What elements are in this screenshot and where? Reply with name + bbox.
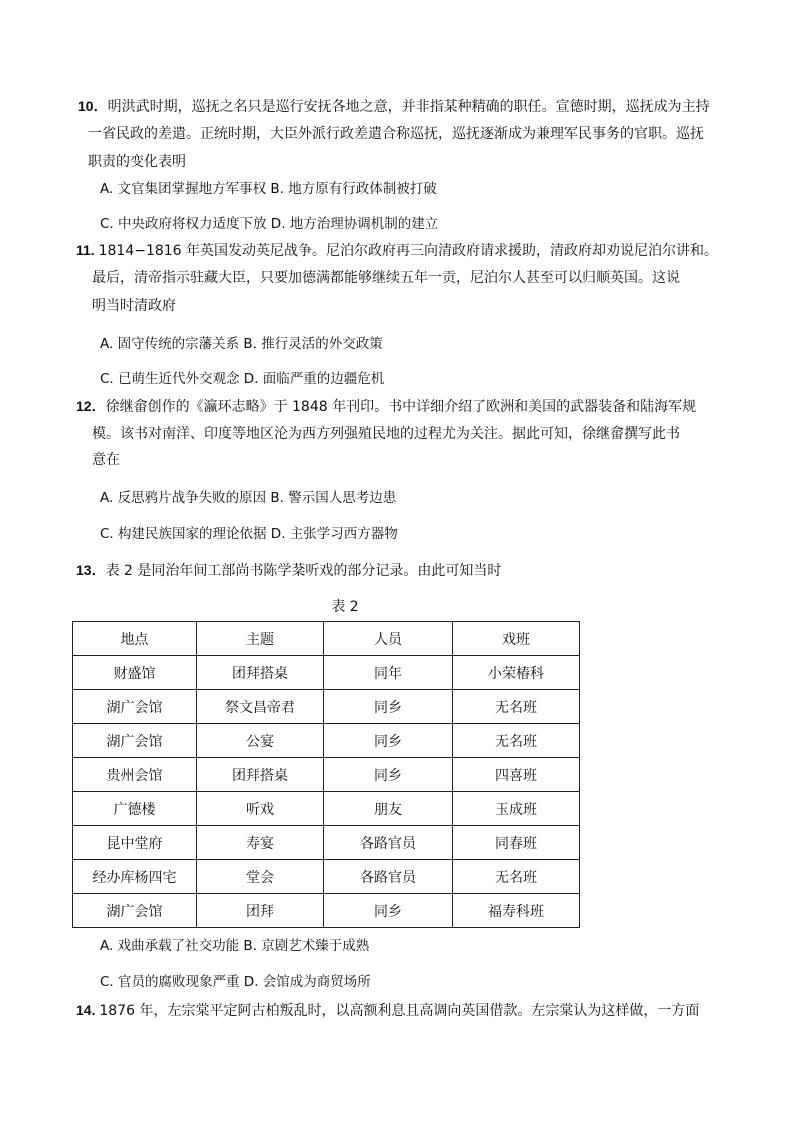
- table-row: [73, 690, 580, 724]
- table-cell: 寿宴: [197, 826, 324, 860]
- table-cell: 湖广会馆: [73, 690, 197, 724]
- q13-line-1: [76, 560, 501, 581]
- table-cell: 无名班: [453, 860, 580, 894]
- table-cell: 团拜搭桌: [197, 656, 324, 690]
- q12-number: 12．: [76, 398, 106, 414]
- q11-number: 11.: [76, 242, 99, 258]
- q10-stem-1: 明洪武时期，巡抚之名只是巡行安抚各地之意，并非指某种精确的职任。宣德时期，巡抚成为主持: [107, 99, 710, 115]
- table-cell: 团拜: [197, 894, 324, 928]
- table-header-row: [73, 622, 580, 656]
- q11-stem-2: 最后，清帝指示驻藏大臣，只要加德满都能够继续五年一贡，尼泊尔人甚至可以归顺英国。这说: [92, 270, 680, 286]
- table-cell: 朋友: [324, 792, 453, 826]
- q11-option-ab: A. 固守传统的宗藩关系 B. 推行灵活的外交政策: [100, 336, 383, 352]
- table-cell: 各路官员: [324, 860, 453, 894]
- q12-option-ab: A. 反思鸦片战争失败的原因 B. 警示国人思考边患: [100, 490, 397, 506]
- q13-option-cd: C. 官员的腐败现象严重 D. 会馆成为商贸场所: [100, 974, 371, 990]
- table-row: [73, 758, 580, 792]
- header-cell-theme: 主题: [197, 622, 324, 656]
- table-cell: 堂会: [197, 860, 324, 894]
- table-cell: 经办库杨四宅: [73, 860, 197, 894]
- table-row: [73, 792, 580, 826]
- q13-option-ab: A. 戏曲承载了社交功能 B. 京剧艺术臻于成熟: [100, 938, 370, 954]
- q11-stem-1: 1814−1816 年英国发动英尼战争。尼泊尔政府再三向清政府请求援助，清政府却劝说尼泊尔讲和。: [98, 243, 719, 259]
- q12-line-1: [76, 396, 696, 417]
- q10-line-1: [78, 96, 710, 117]
- table-row: [73, 860, 580, 894]
- q12-stem-2: 模。该书对南洋、印度等地区沦为西方列强殖民地的过程尤为关注。据此可知，徐继畲撰写此书: [92, 426, 680, 442]
- q11-line-1: [76, 240, 718, 261]
- q14-line-1: [76, 1000, 699, 1021]
- q10-option-cd: C. 中央政府将权力适度下放 D. 地方治理协调机制的建立: [100, 216, 439, 232]
- table-cell: 玉成班: [453, 792, 580, 826]
- header-cell-people: 人员: [324, 622, 453, 656]
- table-cell: 贵州会馆: [73, 758, 197, 792]
- table-row: [73, 894, 580, 928]
- q13-number: 13．: [76, 562, 106, 578]
- q10-stem-3: 职责的变化表明: [88, 154, 186, 170]
- header-cell-troupe: 戏班: [453, 622, 580, 656]
- table-cell: 无名班: [453, 690, 580, 724]
- table-cell: 团拜搭桌: [197, 758, 324, 792]
- header-cell-location: 地点: [73, 622, 197, 656]
- table-cell: 公宴: [197, 724, 324, 758]
- table-cell: 福寿科班: [453, 894, 580, 928]
- table-cell: 财盛馆: [73, 656, 197, 690]
- table-row: [73, 724, 580, 758]
- table-cell: 祭文昌帝君: [197, 690, 324, 724]
- table-cell: 湖广会馆: [73, 724, 197, 758]
- table-cell: 无名班: [453, 724, 580, 758]
- table-cell: 同乡: [324, 894, 453, 928]
- q12-stem-1: 徐继畲创作的《瀛环志略》于 1848 年刊印。书中详细介绍了欧洲和美国的武器装备和陆海军规: [105, 399, 697, 415]
- q12-option-cd: C. 构建民族国家的理论依据 D. 主张学习西方器物: [100, 526, 398, 542]
- table-cell: 广德楼: [73, 792, 197, 826]
- table-row: [73, 656, 580, 690]
- table-cell: 湖广会馆: [73, 894, 197, 928]
- data-table: [72, 621, 580, 928]
- table-cell: 同年: [324, 656, 453, 690]
- table-cell: 四喜班: [453, 758, 580, 792]
- table-cell: 小荣椿科: [453, 656, 580, 690]
- table-cell: 同乡: [324, 758, 453, 792]
- q10-option-ab: A. 文官集团掌握地方军事权 B. 地方原有行政体制被打破: [100, 181, 437, 197]
- table-cell: 昆中堂府: [73, 826, 197, 860]
- q14-number: 14.: [76, 1002, 100, 1018]
- q11-option-cd: C. 已萌生近代外交观念 D. 面临严重的边疆危机: [100, 371, 385, 387]
- table-cell: 各路官员: [324, 826, 453, 860]
- table-cell: 听戏: [197, 792, 324, 826]
- q14-stem-1: 1876 年，左宗棠平定阿古柏叛乱时，以高额利息且高调向英国借款。左宗棠认为这样做，一方面: [99, 1003, 700, 1019]
- table-cell: 同春班: [453, 826, 580, 860]
- q11-stem-3: 明当时清政府: [92, 298, 176, 314]
- q12-stem-3: 意在: [92, 452, 120, 468]
- table-row: [73, 826, 580, 860]
- table-caption: 表 2: [331, 599, 359, 615]
- q10-number: 10．: [78, 98, 108, 114]
- q10-stem-2: 一省民政的差遣。正统时期，大臣外派行政差遣合称巡抚，巡抚逐渐成为兼理军民事务的官职。巡抚: [88, 126, 704, 142]
- q13-stem-1: 表 2 是同治年间工部尚书陈学棻听戏的部分记录。由此可知当时: [105, 563, 502, 579]
- table-cell: 同乡: [324, 724, 453, 758]
- table-cell: 同乡: [324, 690, 453, 724]
